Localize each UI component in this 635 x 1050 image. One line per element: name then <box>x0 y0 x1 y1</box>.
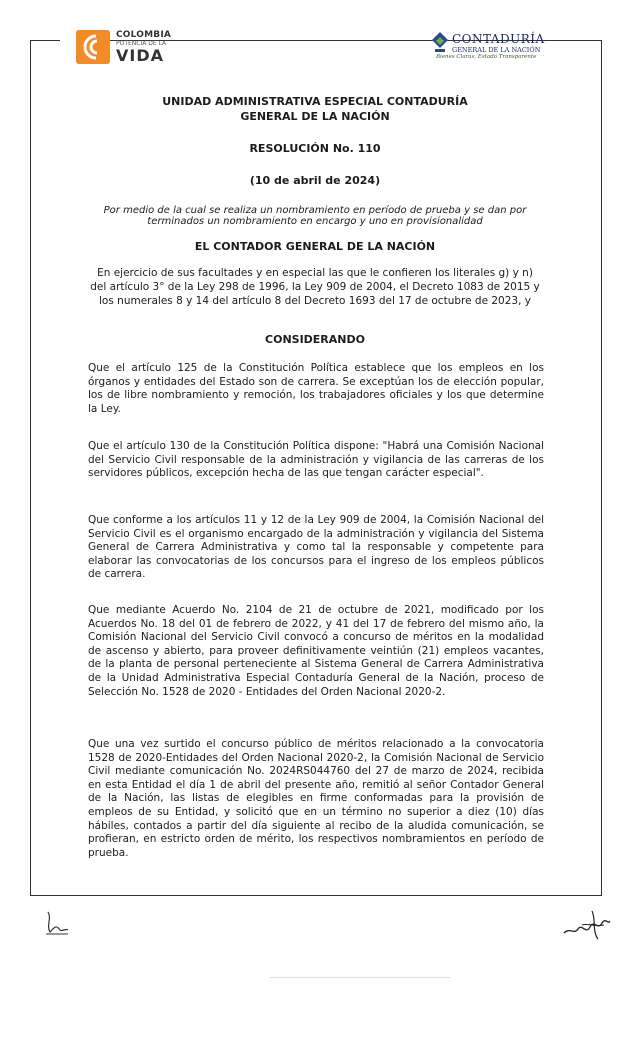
contaduria-logo <box>432 30 552 66</box>
considering-heading: CONSIDERANDO <box>265 333 365 346</box>
footer-rule <box>270 977 450 978</box>
logo-right-line1: CONTADURÍA <box>452 32 545 46</box>
entity-heading-line1: UNIDAD ADMINISTRATIVA ESPECIAL CONTADURÍA <box>162 95 468 108</box>
resolution-number: RESOLUCIÓN No. 110 <box>249 142 381 155</box>
resolution-date: (10 de abril de 2024) <box>249 174 381 187</box>
entity-heading <box>60 94 570 124</box>
paragraph-4: Que mediante Acuerdo No. 2104 de 21 de octubre de 2021, modificado por los Acuerdos No. 18 del 01 de febrero de 2022, y 41 del 17 de febrero del mismo año, la Comisión Nacional del Servicio Civil convocó a concurso de méritos en la modalidad de ascenso y abierto, para proveer definitivamente veintiún (21) empleos vacantes, de la planta de personal perteneciente al Sistema General de Carrera Administrativa de la Unidad Administrativa Especial Contaduría General de la Nación, proceso de Selección No. 1528 de 2020 - Entidades del Orden Nacional 2020-2. <box>88 604 544 698</box>
initials-signature-right <box>562 905 612 945</box>
paragraph-3: Que conforme a los artículos 11 y 12 de la Ley 909 de 2004, la Comisión Nacional del Servicio Civil es el organismo encargado de la administración y vigilancia del Sistema General de Carrera Administrativa y como tal la responsable y competente para elaborar las convocatorias de los concursos para el ingreso de los empleos públicos de carrera. <box>88 514 544 581</box>
logo-left-line1: COLOMBIA <box>116 30 172 40</box>
signer-title: EL CONTADOR GENERAL DE LA NACIÓN <box>194 240 436 253</box>
logo-left-line2: POTENCIA DE LA <box>116 40 167 47</box>
resolution-motive: Por medio de la cual se realiza un nombramiento en período de prueba y se dan por terminados un nombramiento en encargo y uno en provisionalidad <box>103 205 527 227</box>
paragraph-5: Que una vez surtido el concurso público de méritos relacionado a la convocatoria 1528 de 2020-Entidades del Orden Nacional 2020-2, la Comisión Nacional de Servicio Civil mediante comunicación No. 2024RS044760 del 27 de marzo de 2024, recibida en esta Entidad el día 1 de abril del presente año, remitió al señor Contador General de la Nación, las listas de elegibles en firme conformadas para la provisión de empleos de su Entidad, y solicitó que en un término no superior a diez (10) días hábiles, contados a partir del día siguiente al recibo de la aludida comunicación, se profieran, en estricto orden de mérito, los respectivos nombramientos en período de prueba. <box>88 738 544 859</box>
logo-left-line3: VIDA <box>116 46 164 65</box>
colombia-logo-icon <box>76 30 110 64</box>
paragraph-2: Que el artículo 130 de la Constitución Política dispone: "Habrá una Comisión Nacional del Servicio Civil responsable de la administración y vigilancia de las carreras de los servidores públicos, excepción hecha de las que tengan carácter especial". <box>88 440 544 480</box>
preamble: En ejercicio de sus facultades y en especial las que le confieren los literales g) y n) del artículo 3° de la Ley 298 de 1996, la Ley 909 de 2004, el Decreto 1083 de 2015 y los numerales 8 y 14 del artículo 8 del Decreto 1693 del 17 de octubre de 2023, y <box>90 267 540 307</box>
colombia-potencia-logo <box>76 30 186 66</box>
logo-right-line3: Bienes Claras, Estado Transparente <box>436 54 537 60</box>
initials-signature-left <box>42 908 72 938</box>
logo-right-line2: GENERAL DE LA NACIÓN <box>452 46 541 54</box>
entity-heading-line2: GENERAL DE LA NACIÓN <box>240 110 390 123</box>
contaduria-logo-icon <box>432 32 448 54</box>
paragraph-1: Que el artículo 125 de la Constitución Política establece que los empleos en los órganos y entidades del Estado son de carrera. Se exceptúan los de elección popular, los de libre nombramiento y remoción, los trabajadores oficiales y los que determine la Ley. <box>88 362 544 415</box>
